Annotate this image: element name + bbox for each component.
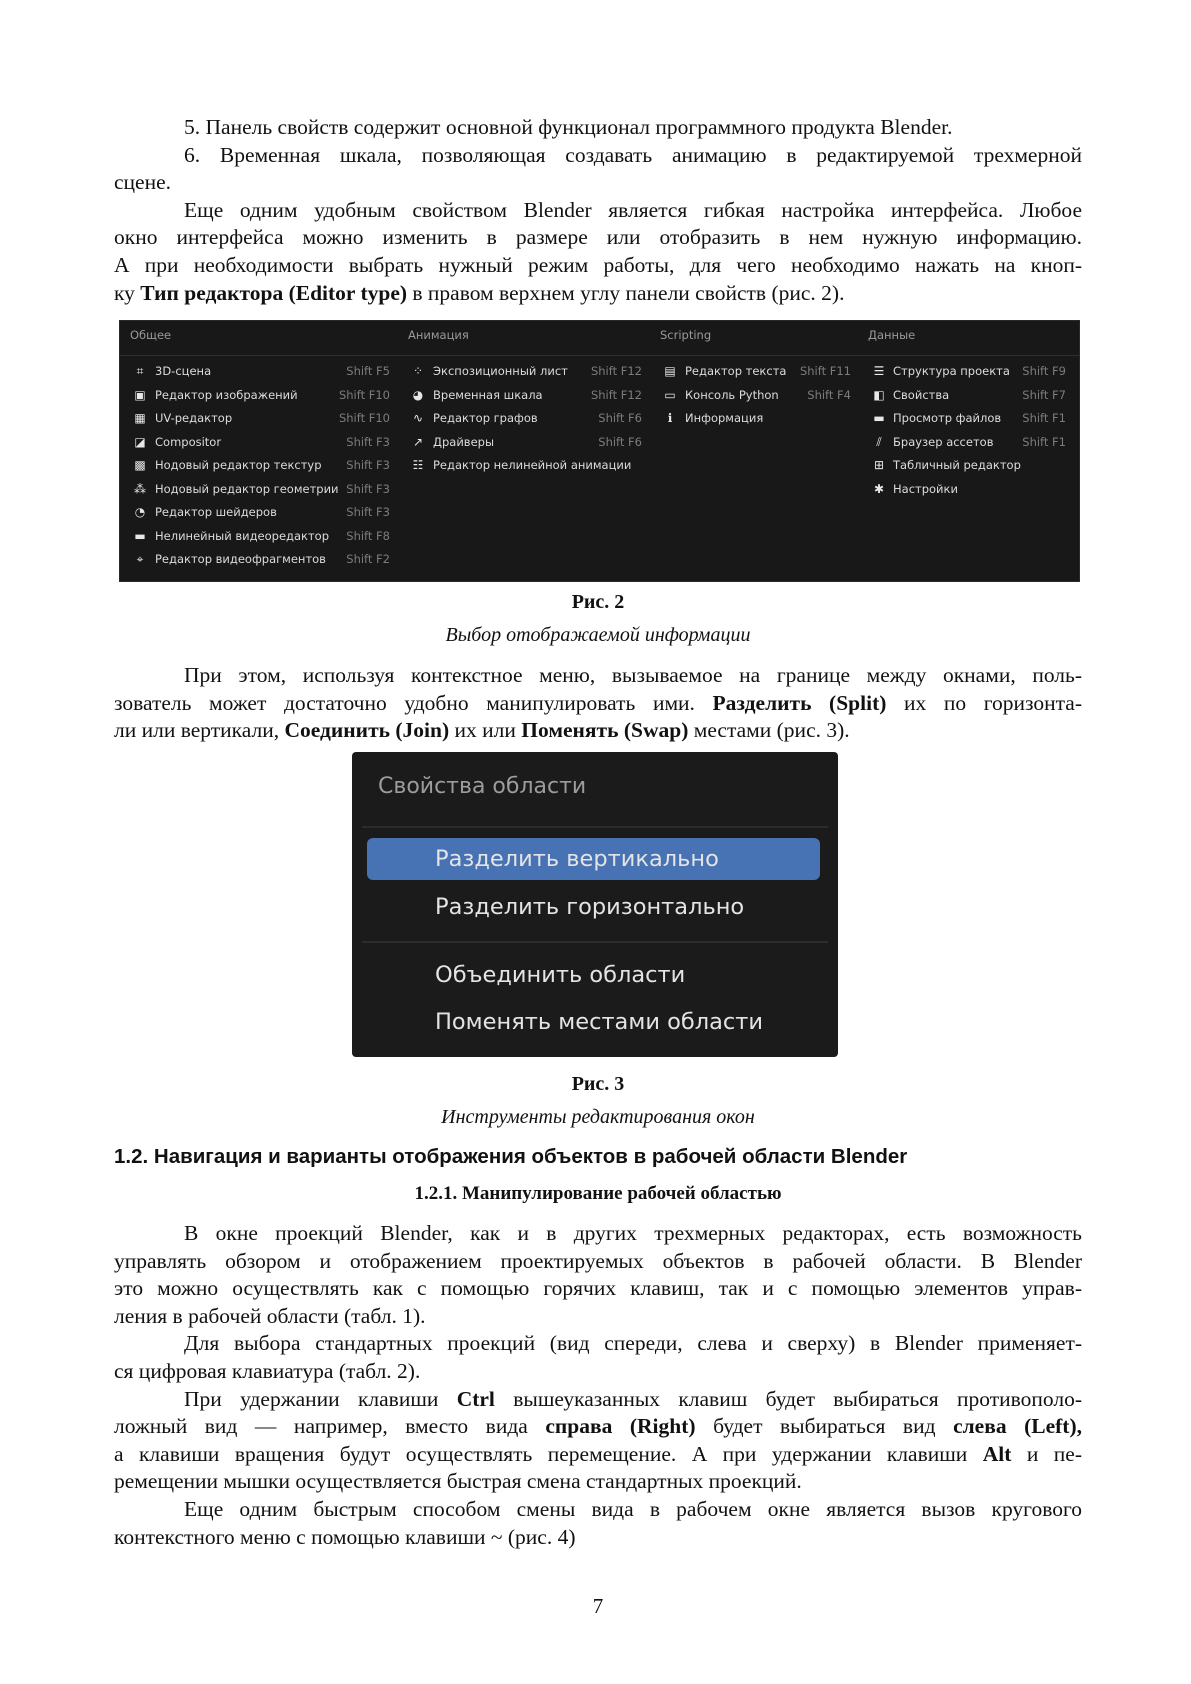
shortcut-label: Shift F6 [598,411,642,425]
editor-type-item[interactable] [120,407,1079,429]
menu-column-header: Анимация [408,328,469,342]
shortcut-label: Shift F9 [1022,364,1066,378]
viewport-para [114,1220,1082,1330]
clip-editor-icon: ⌖ [136,552,144,566]
text-line [114,1386,1082,1414]
text-line [114,717,1082,745]
text-editor-icon: ▤ [664,364,676,378]
figure-number: Рис. 2 [571,591,625,613]
text-run: Для выбора стандартных проекций (вид спереди, слева и сверху) в Blender применяет- [184,1331,1082,1356]
editor-type-item[interactable] [120,454,1079,476]
menu-divider [362,826,828,828]
editor-type-label[interactable]: Нодовый редактор геометрии [155,481,339,496]
text-run: ложный вид — например, вместо вида [114,1414,546,1439]
editor-type-item[interactable] [120,431,1079,453]
editor-type-label[interactable]: Драйверы [433,434,495,449]
text-run: их или [449,718,522,743]
text-line [114,662,1082,690]
text-line [114,1496,1082,1524]
editor-type-item[interactable] [120,360,1079,382]
shortcut-label: Shift F12 [590,387,642,402]
editor-type-item[interactable] [120,478,1079,500]
editor-type-label[interactable]: Настройки [893,481,958,496]
text-line [114,197,1082,225]
texture-node-icon: ▩ [134,458,146,472]
editor-type-item[interactable] [120,407,1079,429]
bold-term: Соединить (Join) [284,718,450,743]
editor-type-label[interactable]: Редактор графов [433,411,538,425]
editor-type-label[interactable]: Редактор нелинейной анимации [433,458,632,472]
text-run: контекстного меню с помощью клавиши ~ (рис. 4) [114,1524,576,1549]
shader-editor-icon: ◔ [134,505,146,519]
shortcut-label: Shift F8 [346,528,390,543]
properties-icon: ◧ [873,387,885,402]
editor-type-item[interactable] [120,360,1079,382]
editor-type-label[interactable]: Временная шкала [433,387,543,402]
editor-type-label[interactable]: Редактор текста [685,364,787,378]
shortcut-label: Shift F1 [1022,411,1066,425]
compositor-icon: ◪ [134,434,146,449]
timeline-icon: ◕ [412,387,424,402]
area-context-menu-screenshot [352,752,838,1057]
bold-term: слева (Left), [953,1414,1082,1439]
text-line [114,1330,1082,1358]
text-run: При этом, используя контекстное меню, вызываемое на границе между окнами, поль- [184,663,1082,687]
image-editor-icon: ▣ [134,387,146,402]
text-line [114,114,1082,142]
editor-type-item[interactable] [120,454,1079,476]
menu-item-label: Поменять местами области [435,1009,764,1035]
text-run: При удержании клавиши [184,1386,457,1411]
text-run: в правом верхнем углу панели свойств (рис. 2). [407,280,845,305]
text-line [114,1468,1082,1496]
preferences-icon: ✱ [873,481,885,496]
editor-type-label[interactable]: Консоль Python [685,387,779,402]
editor-type-item[interactable] [120,360,1079,382]
editor-type-label[interactable]: Редактор видеофрагментов [155,552,326,566]
text-run: ку [114,280,141,305]
editor-type-item[interactable] [120,360,1079,382]
editor-type-label[interactable]: UV-редактор [155,411,233,425]
editor-type-item[interactable] [120,548,1079,570]
dopesheet-icon: ⁘ [412,364,424,378]
editor-type-item[interactable] [120,431,1079,453]
figure-3-number [114,1073,1082,1096]
3d-scene-icon: ⌗ [136,364,144,378]
menu-title: Свойства области [378,774,587,799]
file-browser-icon: ▬ [873,411,885,425]
shortcut-label: Shift F4 [807,387,851,402]
bold-term: Ctrl [456,1386,495,1411]
menu-item-join-areas[interactable] [367,954,820,996]
shortcut-label: Shift F11 [799,364,851,378]
text-run: Еще одним быстрым способом смены вида в рабочем окне является вызов кругового [184,1497,1082,1521]
shortcut-label: Shift F10 [338,387,390,402]
text-run: управлять обзором и отображением проектируемых объектов в рабочей области. В Blender [114,1248,1082,1273]
text-run: местами (рис. 3). [688,718,850,743]
text-run: Еще одним удобным свойством Blender является гибкая настройка интерфейса. Любое [184,197,1082,222]
editor-type-label[interactable]: Экспозиционный лист [433,364,568,378]
text-line [114,252,1082,280]
section-heading: 1.2. Навигация и варианты отображения объектов в рабочей области Blender [114,1145,908,1168]
text-line [114,1441,1082,1469]
editor-type-menu-screenshot [119,320,1080,582]
shortcut-label: Shift F3 [346,434,390,449]
menu-column-header: Данные [868,328,916,342]
editor-type-label[interactable]: Табличный редактор [893,458,1021,472]
text-run: 6. Временная шкала, позволяющая создавать анимацию в редактируемой трехмерной [184,142,1082,167]
figure-2-number [114,591,1082,614]
menu-item-swap-areas[interactable] [367,1001,820,1043]
nla-icon: ☷ [412,458,424,472]
text-run: ся цифровая клавиатура (табл. 2). [114,1358,421,1383]
text-run: это можно осуществлять как с помощью горячих клавиш, так и с помощью элементов управ- [114,1276,1082,1301]
bold-term: Поменять (Swap) [521,718,689,743]
figure-number: Рис. 3 [571,1073,625,1095]
menu-item-label: Объединить области [435,962,686,988]
text-line [114,142,1082,170]
text-run: будет выбираться вид [695,1414,954,1439]
text-line [114,1303,1082,1331]
text-line [114,1248,1082,1276]
editor-type-label[interactable]: 3D-сцена [155,364,212,378]
page-number: 7 [592,1594,604,1618]
text-run: их по горизонта- [886,690,1082,715]
shortcut-label: Shift F12 [590,364,642,378]
text-run: 5. Панель свойств содержит основной функционал программного продукта Blender. [184,115,953,139]
item-6 [114,142,1082,197]
editor-type-item[interactable] [120,384,1079,406]
text-run: ремещении мышки осуществляется быстрая смена стандартных проекций. [114,1469,802,1494]
menu-divider [120,355,1079,356]
shortcut-label: Shift F3 [346,505,390,519]
shortcut-label: Shift F3 [346,481,390,496]
text-line [114,280,1082,308]
video-sequencer-icon: ▬ [134,528,146,543]
editor-type-item[interactable] [120,478,1079,500]
editor-type-label[interactable]: Просмотр файлов [893,411,1002,425]
subsection-heading: 1.2.1. Манипулирование рабочей областью [414,1183,782,1204]
text-line [114,690,1082,718]
editor-type-item[interactable] [120,407,1079,429]
editor-type-label[interactable]: Структура проекта [893,364,1010,378]
shortcut-label: Shift F5 [346,364,390,378]
text-line [114,1275,1082,1303]
numpad-para [114,1330,1082,1385]
menu-item-split-vertical[interactable] [367,838,820,880]
shortcut-label: Shift F6 [598,434,642,449]
shortcut-label: Shift F3 [346,458,390,472]
menu-column-header: Scripting [660,328,712,342]
text-line [114,1358,1082,1386]
python-console-icon: ▭ [664,387,676,402]
shortcut-label: Shift F7 [1022,387,1066,402]
bold-term: Тип редактора (Editor type) [140,280,408,305]
menu-column-header: Общее [130,328,172,342]
text-run: окно интерфейса можно изменить в размере или отобразить в нем нужную информацию. [114,225,1082,250]
bold-term: Alt [982,1441,1012,1466]
shortcut-label: Shift F1 [1022,434,1066,449]
figure-title: Инструменты редактирования окон [441,1106,755,1128]
text-run: сцене. [114,170,172,195]
geometry-node-icon: ⁂ [134,481,146,496]
editor-type-label[interactable]: Свойства [893,387,950,402]
editor-type-label[interactable]: Нелинейный видеоредактор [155,528,330,543]
text-line [114,1413,1082,1441]
editor-type-label[interactable]: Compositor [155,434,222,449]
menu-item-split-horizontal[interactable] [367,886,820,928]
editor-type-item[interactable] [120,407,1079,429]
menu-item-label: Разделить вертикально [435,846,719,872]
editor-type-item[interactable] [120,384,1079,406]
ctrl-para [114,1386,1082,1496]
asset-browser-icon: ⫽ [876,434,882,449]
text-line [114,169,1082,197]
text-run: зователь может достаточно удобно манипулировать ими. [114,690,713,715]
editor-type-label[interactable]: Редактор шейдеров [155,505,277,519]
editor-type-label[interactable]: Редактор изображений [155,387,298,402]
text-line [114,1220,1082,1248]
shortcut-label: Shift F10 [338,411,390,425]
text-run: В окне проекций Blender, как и в других трехмерных редакторах, есть возможность [184,1221,1082,1245]
editor-type-item[interactable] [120,384,1079,406]
shortcut-label: Shift F2 [346,552,390,566]
editor-type-item[interactable] [120,525,1079,547]
figure-title: Выбор отображаемой информации [445,624,751,646]
graph-editor-icon: ∿ [412,411,424,425]
outliner-icon: ☰ [873,364,885,378]
menu-divider [362,941,828,943]
bold-term: справа (Right) [545,1414,696,1439]
figure-2-title [114,624,1082,647]
drivers-icon: ↗ [412,434,424,449]
editor-type-item[interactable] [120,501,1079,523]
uv-editor-icon: ▦ [134,411,146,425]
editor-type-item[interactable] [120,454,1079,476]
text-run: и пе- [1011,1441,1082,1466]
pie-menu-para [114,1496,1082,1551]
interface-para [114,197,1082,307]
editor-type-label[interactable]: Информация [685,411,764,425]
split-para [114,662,1082,745]
text-run: ления в рабочей области (табл. 1). [114,1303,426,1328]
editor-type-item[interactable] [120,431,1079,453]
text-line [114,1524,1082,1552]
bold-term: Разделить (Split) [712,690,887,715]
item-5 [114,114,1082,142]
text-run: А при необходимости выбрать нужный режим работы, для чего необходимо нажать на кноп- [114,252,1082,277]
figure-3-title [114,1106,1082,1129]
text-run: ли или вертикали, [114,718,285,743]
spreadsheet-icon: ⊞ [873,458,885,472]
editor-type-item[interactable] [120,384,1079,406]
editor-type-label[interactable]: Нодовый редактор текстур [155,458,322,472]
text-run: вышеуказанных клавиш будет выбираться противополо- [494,1386,1082,1411]
text-line [114,224,1082,252]
text-run: а клавиши вращения будут осуществлять перемещение. А при удержании клавиши [114,1441,983,1466]
menu-item-label: Разделить горизонтально [435,894,745,920]
editor-type-label[interactable]: Браузер ассетов [893,434,994,449]
info-icon: ℹ [667,411,673,425]
